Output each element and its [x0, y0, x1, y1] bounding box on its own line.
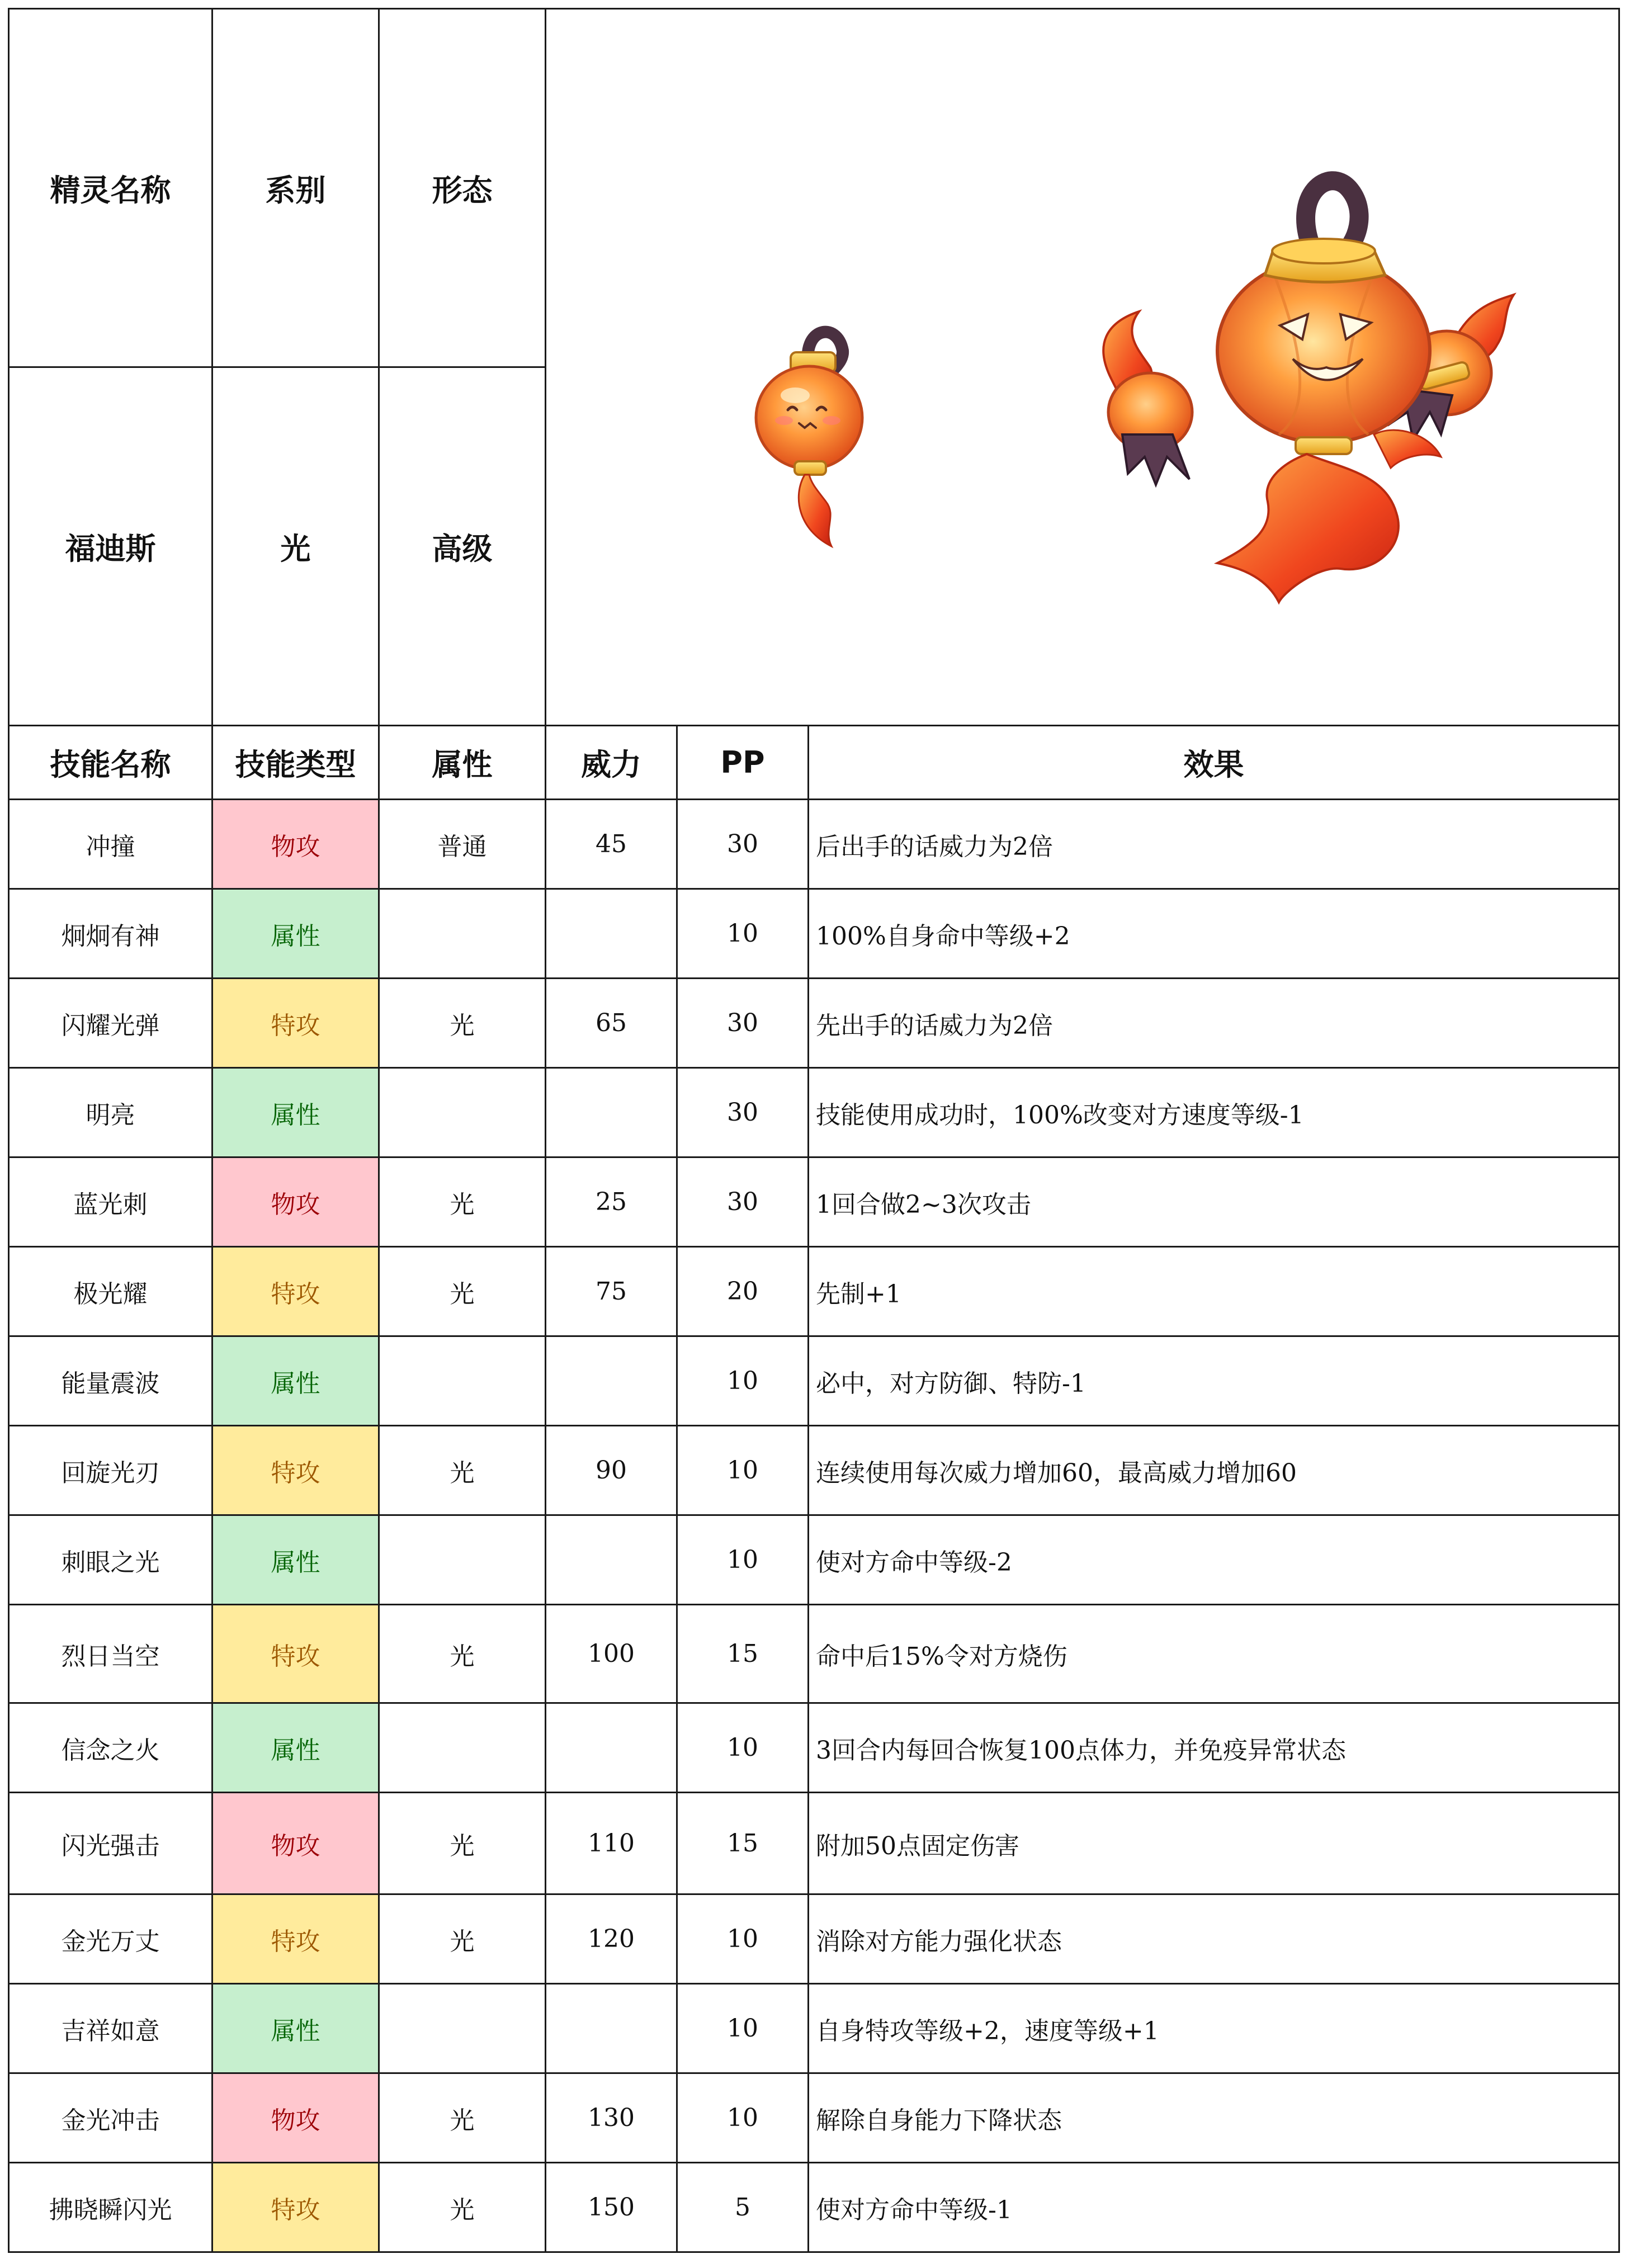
skill-name: 炯炯有神 — [9, 889, 212, 979]
skill-name: 能量震波 — [9, 1336, 212, 1426]
skill-power: 75 — [546, 1247, 677, 1336]
skill-attribute: 光 — [379, 1605, 546, 1703]
skill-attribute — [379, 1984, 546, 2073]
skill-effect: 连续使用每次威力增加60，最高威力增加60 — [809, 1426, 1619, 1515]
skill-power: 110 — [546, 1793, 677, 1894]
skill-type: 属性 — [212, 1336, 379, 1426]
skill-attribute: 光 — [379, 1157, 546, 1247]
skill-effect: 使对方命中等级-2 — [809, 1515, 1619, 1605]
skill-type: 特攻 — [212, 1247, 379, 1336]
skill-pp: 30 — [677, 979, 809, 1068]
skill-name: 刺眼之光 — [9, 1515, 212, 1605]
col-skill-name: 技能名称 — [9, 726, 212, 800]
skill-row — [9, 800, 1619, 889]
skill-type: 特攻 — [212, 979, 379, 1068]
skill-type: 特攻 — [212, 1894, 379, 1984]
skill-type: 属性 — [212, 1703, 379, 1793]
skill-pp: 5 — [677, 2163, 809, 2252]
skill-pp: 15 — [677, 1793, 809, 1894]
skill-row — [9, 1515, 1619, 1605]
skill-effect: 技能使用成功时，100%改变对方速度等级-1 — [809, 1068, 1619, 1157]
skill-row — [9, 1605, 1619, 1703]
skill-type: 特攻 — [212, 2163, 379, 2252]
skill-attribute: 光 — [379, 1247, 546, 1336]
skill-power — [546, 889, 677, 979]
pet-table — [8, 8, 1620, 2253]
skill-type: 物攻 — [212, 1157, 379, 1247]
skill-effect: 自身特攻等级+2，速度等级+1 — [809, 1984, 1619, 2073]
skill-type: 属性 — [212, 1515, 379, 1605]
skill-effect: 解除自身能力下降状态 — [809, 2073, 1619, 2163]
skill-row — [9, 1703, 1619, 1793]
skill-pp: 20 — [677, 1247, 809, 1336]
skill-power: 120 — [546, 1894, 677, 1984]
skill-pp: 10 — [677, 889, 809, 979]
skills-body — [9, 800, 1619, 2252]
skill-power: 130 — [546, 2073, 677, 2163]
col-attribute: 属性 — [379, 726, 546, 800]
skill-sheet — [8, 8, 1618, 2253]
info-row-labels — [9, 9, 1619, 367]
skill-row — [9, 1793, 1619, 1894]
skill-type: 物攻 — [212, 800, 379, 889]
pet-element: 光 — [212, 367, 379, 726]
skill-power — [546, 1703, 677, 1793]
skill-attribute — [379, 1336, 546, 1426]
col-skill-type: 技能类型 — [212, 726, 379, 800]
pet-image-cell — [546, 9, 1619, 726]
skill-attribute: 光 — [379, 1793, 546, 1894]
skills-header-row — [9, 726, 1619, 800]
skill-power — [546, 1068, 677, 1157]
pet-illustration — [546, 10, 1620, 725]
skill-effect: 3回合内每回合恢复100点体力，并免疫异常状态 — [809, 1703, 1619, 1793]
skill-effect: 必中，对方防御、特防-1 — [809, 1336, 1619, 1426]
skill-name: 冲撞 — [9, 800, 212, 889]
skill-name: 金光万丈 — [9, 1894, 212, 1984]
skill-attribute — [379, 1515, 546, 1605]
skill-name: 烈日当空 — [9, 1605, 212, 1703]
skill-row — [9, 1336, 1619, 1426]
skill-effect: 使对方命中等级-1 — [809, 2163, 1619, 2252]
skill-type: 特攻 — [212, 1605, 379, 1703]
skill-effect: 先出手的话威力为2倍 — [809, 979, 1619, 1068]
skill-row — [9, 889, 1619, 979]
skill-attribute: 光 — [379, 1894, 546, 1984]
skill-name: 极光耀 — [9, 1247, 212, 1336]
skill-row — [9, 979, 1619, 1068]
skill-effect: 消除对方能力强化状态 — [809, 1894, 1619, 1984]
skill-power: 65 — [546, 979, 677, 1068]
skill-attribute — [379, 889, 546, 979]
col-effect: 效果 — [809, 726, 1619, 800]
skill-pp: 30 — [677, 1157, 809, 1247]
skill-power — [546, 1984, 677, 2073]
large-form-sprite — [1103, 181, 1514, 602]
skill-name: 闪耀光弹 — [9, 979, 212, 1068]
skill-attribute — [379, 1068, 546, 1157]
skill-type: 属性 — [212, 1984, 379, 2073]
skill-power: 150 — [546, 2163, 677, 2252]
label-name: 精灵名称 — [9, 9, 212, 367]
skill-row — [9, 1984, 1619, 2073]
skill-attribute: 光 — [379, 979, 546, 1068]
skill-type: 属性 — [212, 889, 379, 979]
skill-row — [9, 2073, 1619, 2163]
skill-effect: 命中后15%令对方烧伤 — [809, 1605, 1619, 1703]
skill-row — [9, 1894, 1619, 1984]
skill-power: 100 — [546, 1605, 677, 1703]
skill-type: 物攻 — [212, 2073, 379, 2163]
col-pp: PP — [677, 726, 809, 800]
label-element: 系别 — [212, 9, 379, 367]
skill-attribute: 光 — [379, 2073, 546, 2163]
skill-type: 物攻 — [212, 1793, 379, 1894]
skill-row — [9, 1426, 1619, 1515]
skill-pp: 10 — [677, 1515, 809, 1605]
skill-pp: 10 — [677, 1984, 809, 2073]
skill-pp: 10 — [677, 1336, 809, 1426]
skill-pp: 10 — [677, 1703, 809, 1793]
skill-effect: 先制+1 — [809, 1247, 1619, 1336]
skill-power — [546, 1336, 677, 1426]
skill-pp: 10 — [677, 1894, 809, 1984]
pet-name: 福迪斯 — [9, 367, 212, 726]
skill-power: 45 — [546, 800, 677, 889]
skill-name: 闪光强击 — [9, 1793, 212, 1894]
skill-pp: 10 — [677, 1426, 809, 1515]
skill-power: 90 — [546, 1426, 677, 1515]
skill-row — [9, 1068, 1619, 1157]
skill-row — [9, 1157, 1619, 1247]
skill-name: 吉祥如意 — [9, 1984, 212, 2073]
skill-power — [546, 1515, 677, 1605]
skill-attribute: 光 — [379, 2163, 546, 2252]
skill-effect: 100%自身命中等级+2 — [809, 889, 1619, 979]
skill-attribute — [379, 1703, 546, 1793]
skill-row — [9, 2163, 1619, 2252]
skill-attribute: 光 — [379, 1426, 546, 1515]
skill-name: 回旋光刃 — [9, 1426, 212, 1515]
skill-name: 明亮 — [9, 1068, 212, 1157]
skill-type: 属性 — [212, 1068, 379, 1157]
small-form-sprite — [756, 332, 862, 546]
skill-effect: 附加50点固定伤害 — [809, 1793, 1619, 1894]
skill-effect: 1回合做2~3次攻击 — [809, 1157, 1619, 1247]
skill-name: 蓝光刺 — [9, 1157, 212, 1247]
skill-name: 金光冲击 — [9, 2073, 212, 2163]
skill-effect: 后出手的话威力为2倍 — [809, 800, 1619, 889]
skill-attribute: 普通 — [379, 800, 546, 889]
col-power: 威力 — [546, 726, 677, 800]
skill-pp: 30 — [677, 800, 809, 889]
skill-type: 特攻 — [212, 1426, 379, 1515]
skill-name: 拂晓瞬闪光 — [9, 2163, 212, 2252]
skill-name: 信念之火 — [9, 1703, 212, 1793]
skill-row — [9, 1247, 1619, 1336]
skill-pp: 30 — [677, 1068, 809, 1157]
skill-pp: 10 — [677, 2073, 809, 2163]
skill-pp: 15 — [677, 1605, 809, 1703]
skill-power: 25 — [546, 1157, 677, 1247]
pet-form: 高级 — [379, 367, 546, 726]
label-form: 形态 — [379, 9, 546, 367]
